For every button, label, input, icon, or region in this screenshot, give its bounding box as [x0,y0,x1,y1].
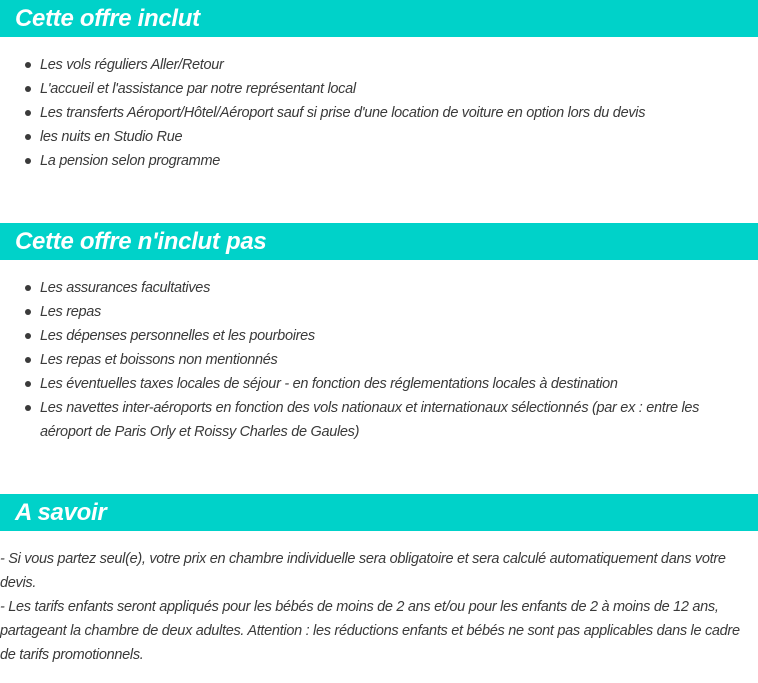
section-header-included: Cette offre inclut [0,0,758,37]
list-item-text: Les assurances facultatives [40,280,211,296]
list-item [0,77,758,101]
list-item-text: Les vols réguliers Aller/Retour [40,57,224,73]
list-item-text: Les repas [40,304,101,320]
list-item-text: Les transferts Aéroport/Hôtel/Aéroport sauf si prise d'une location de voiture en option lors du devis [40,105,646,121]
list-item-text: Les navettes inter-aéroports en fonction des vols nationaux et internationaux sélectionnés (par ex : entre les aéroport de Paris Orly et Roissy Charles de Gaules) [40,400,700,440]
bullet-icon [25,62,31,68]
list-item [0,276,758,300]
bullet-icon [25,86,31,92]
list-item [0,300,758,324]
list-item-text: L'accueil et l'assistance par notre représentant local [40,81,356,97]
bullet-icon [25,381,31,387]
section-header-not-included: Cette offre n'inclut pas [0,223,758,260]
list-item [0,372,758,396]
list-item [0,348,758,372]
bullet-icon [25,357,31,363]
list-item [0,53,758,77]
list-item-text: Les dépenses personnelles et les pourboires [40,328,315,344]
section-header-good-to-know: A savoir [0,494,758,531]
included-list [0,53,758,173]
list-item [0,149,758,173]
bullet-icon [25,309,31,315]
note-paragraph: - Les tarifs enfants seront appliqués pour les bébés de moins de 2 ans et/ou pour les enfants de 2 à moins de 12 ans, partageant la chambre de deux adultes. Attention : les réductions enfants et bébés ne sont pas applicables dans le cadre de tarifs promotionnels. [0,599,740,663]
list-item [0,101,758,125]
note-paragraph: - Si vous partez seul(e), votre prix en chambre individuelle sera obligatoire et sera calculé automatiquement dans votre devis. [0,551,726,591]
bullet-icon [25,110,31,116]
list-item-text: Les éventuelles taxes locales de séjour - en fonction des réglementations locales à destination [40,376,618,392]
list-item [0,125,758,149]
bullet-icon [25,333,31,339]
bullet-icon [25,405,31,411]
good-to-know-notes [0,547,758,667]
list-item [0,396,758,444]
list-item-text: Les repas et boissons non mentionnés [40,352,278,368]
not-included-list [0,276,758,444]
list-item [0,324,758,348]
bullet-icon [25,285,31,291]
list-item-text: les nuits en Studio Rue [40,129,183,145]
bullet-icon [25,134,31,140]
list-item-text: La pension selon programme [40,153,221,169]
bullet-icon [25,158,31,164]
